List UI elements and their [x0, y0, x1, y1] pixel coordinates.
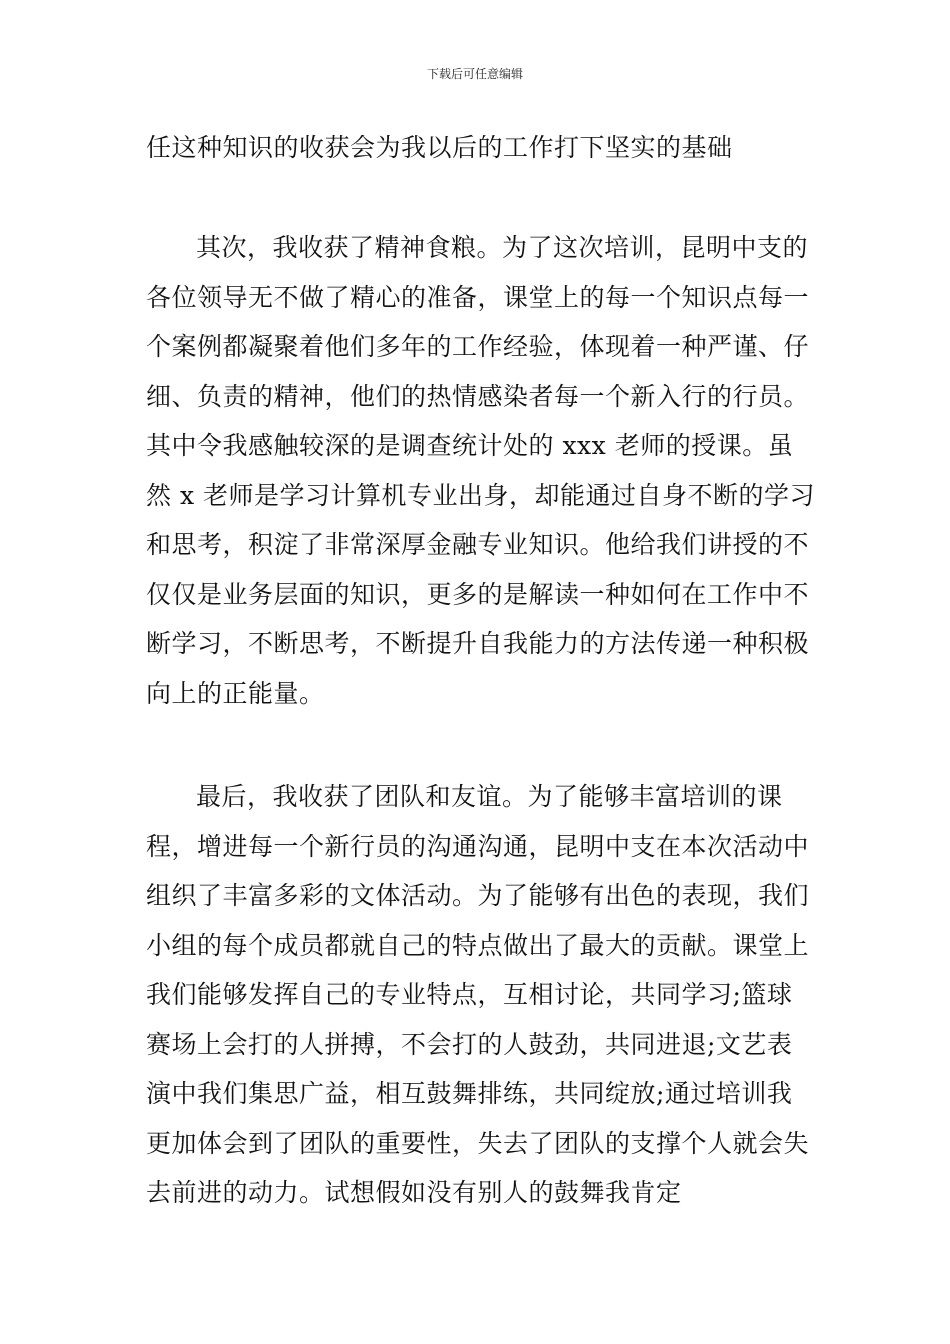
continuation-line: 任这种知识的收获会为我以后的工作打下坚实的基础 — [146, 133, 733, 162]
paragraph-container — [146, 223, 816, 718]
paragraph-2: 最后，我收获了团队和友谊。为了能够丰富培训的课程，增进每一个新行员的沟通沟通，昆明中支在本次活动中组织了丰富多彩的文体活动。为了能够有出色的表现，我们小组的每个成员都就自己的特点做出了最大的贡献。课堂上我们能够发挥自己的专业特点，互相讨论，共同学习;篮球赛场上会打的人拼搏，不会打的人鼓劲，共同进退;文艺表演中我们集思广益，相互鼓舞排练，共同绽放;通过培训我更加体会到了团队的重要性，失去了团队的支撑个人就会失去前进的动力。试想假如没有别人的鼓舞我肯定 — [146, 782, 810, 1207]
page-header: 下载后可任意编辑 — [426, 67, 523, 81]
paragraph-1: 其次，我收获了精神食粮。为了这次培训，昆明中支的各位领导无不做了精心的准备，课堂上的每一个知识点每一个案例都凝聚着他们多年的工作经验，体现着一种严谨、仔细、负责的精神，他们的热情感染者每一个新入行的行员。其中令我感触较深的是调查统计处的 xxx 老师的授课。虽然 x 老师是学习计算机专业出身，却能通过自身不断的学习和思考，积淀了非常深厚金融专业知识。他给我们讲授的不仅仅是业务层面的知识，更多的是解读一种如何在工作中不断学习，不断思考，不断提升自我能力的方法传递一种积极向上的正能量。 — [146, 233, 815, 708]
paragraph-container — [146, 772, 816, 1218]
